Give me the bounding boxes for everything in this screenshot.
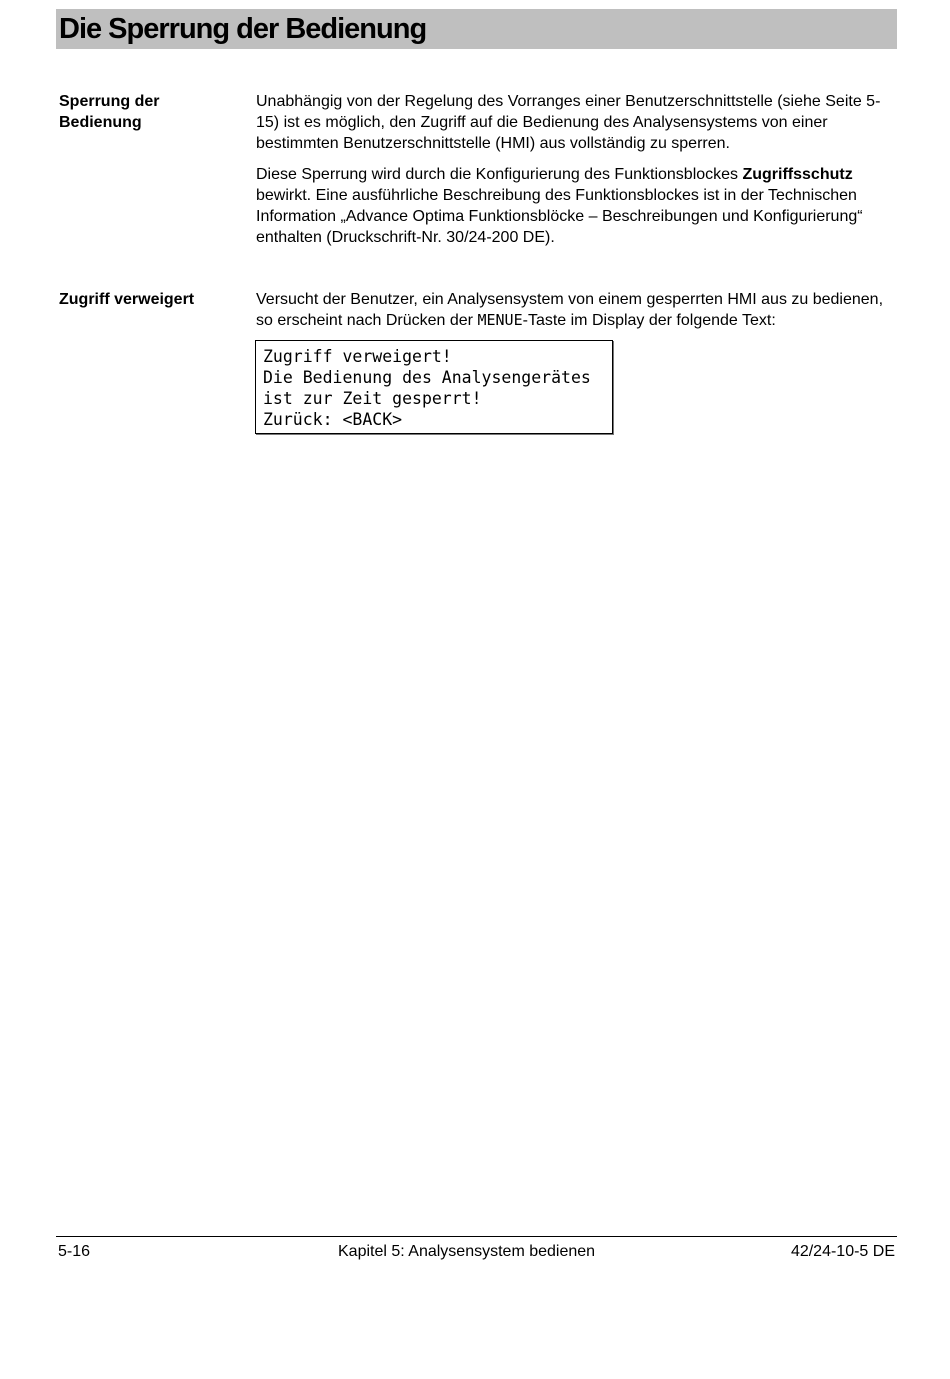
emphasis-text: Zugriffsschutz (742, 166, 853, 183)
section-label-sperrung (59, 91, 239, 133)
paragraph (256, 164, 901, 248)
display-line: Zurück: <BACK> (263, 410, 403, 429)
paragraph-text: Diese Sperrung wird durch die Konfigurierung des Funktionsblockes (256, 166, 743, 183)
key-name: MENUE (477, 311, 523, 329)
footer-page-number: 5-16 (58, 1243, 91, 1260)
paragraph-text: -Taste im Display der folgende Text: (522, 312, 776, 329)
display-message-box (255, 340, 613, 434)
footer-doc-number: 42/24-10-5 DE (790, 1243, 895, 1260)
page-title: Die Sperrung der Bedienung (59, 13, 427, 45)
paragraph: Unabhängig von der Regelung des Vorranges einer Benutzerschnittstelle (siehe Seite 5-15) ist es möglich, den Zugriff auf die Bedienung des Analysensystems von einer bestimmten Benutzerschnittstelle (HMI) aus vollständig zu sperren. (256, 93, 881, 152)
paragraph-text: bewirkt. Eine ausführliche Beschreibung des Funktionsblockes ist in der Technischen Information „Advance Optima Funktionsblöcke – Beschreibungen und Konfigurierung“ enthalten (Druckschrift-Nr. 30/24-200 DE). (256, 187, 863, 246)
paragraph-text: Versucht der Benutzer, ein Analysensystem von einem gesperrten HMI aus zu bedienen, so erscheint nach Drücken der (256, 291, 884, 329)
footer-divider (56, 1236, 897, 1237)
section-label-line: Bedienung (59, 114, 142, 131)
page-header (56, 9, 897, 49)
display-line: Zugriff verweigert! (263, 347, 452, 366)
section-body-zugriff (256, 289, 901, 341)
display-line: ist zur Zeit gesperrt! (263, 389, 482, 408)
section-label-zugriff: Zugriff verweigert (59, 291, 195, 308)
footer-chapter: Kapitel 5: Analysensystem bedienen (338, 1243, 596, 1260)
section-label-line: Sperrung der (59, 93, 160, 110)
paragraph (256, 289, 901, 331)
display-line: Die Bedienung des Analysengerätes (263, 368, 591, 387)
section-body-sperrung (256, 91, 901, 258)
